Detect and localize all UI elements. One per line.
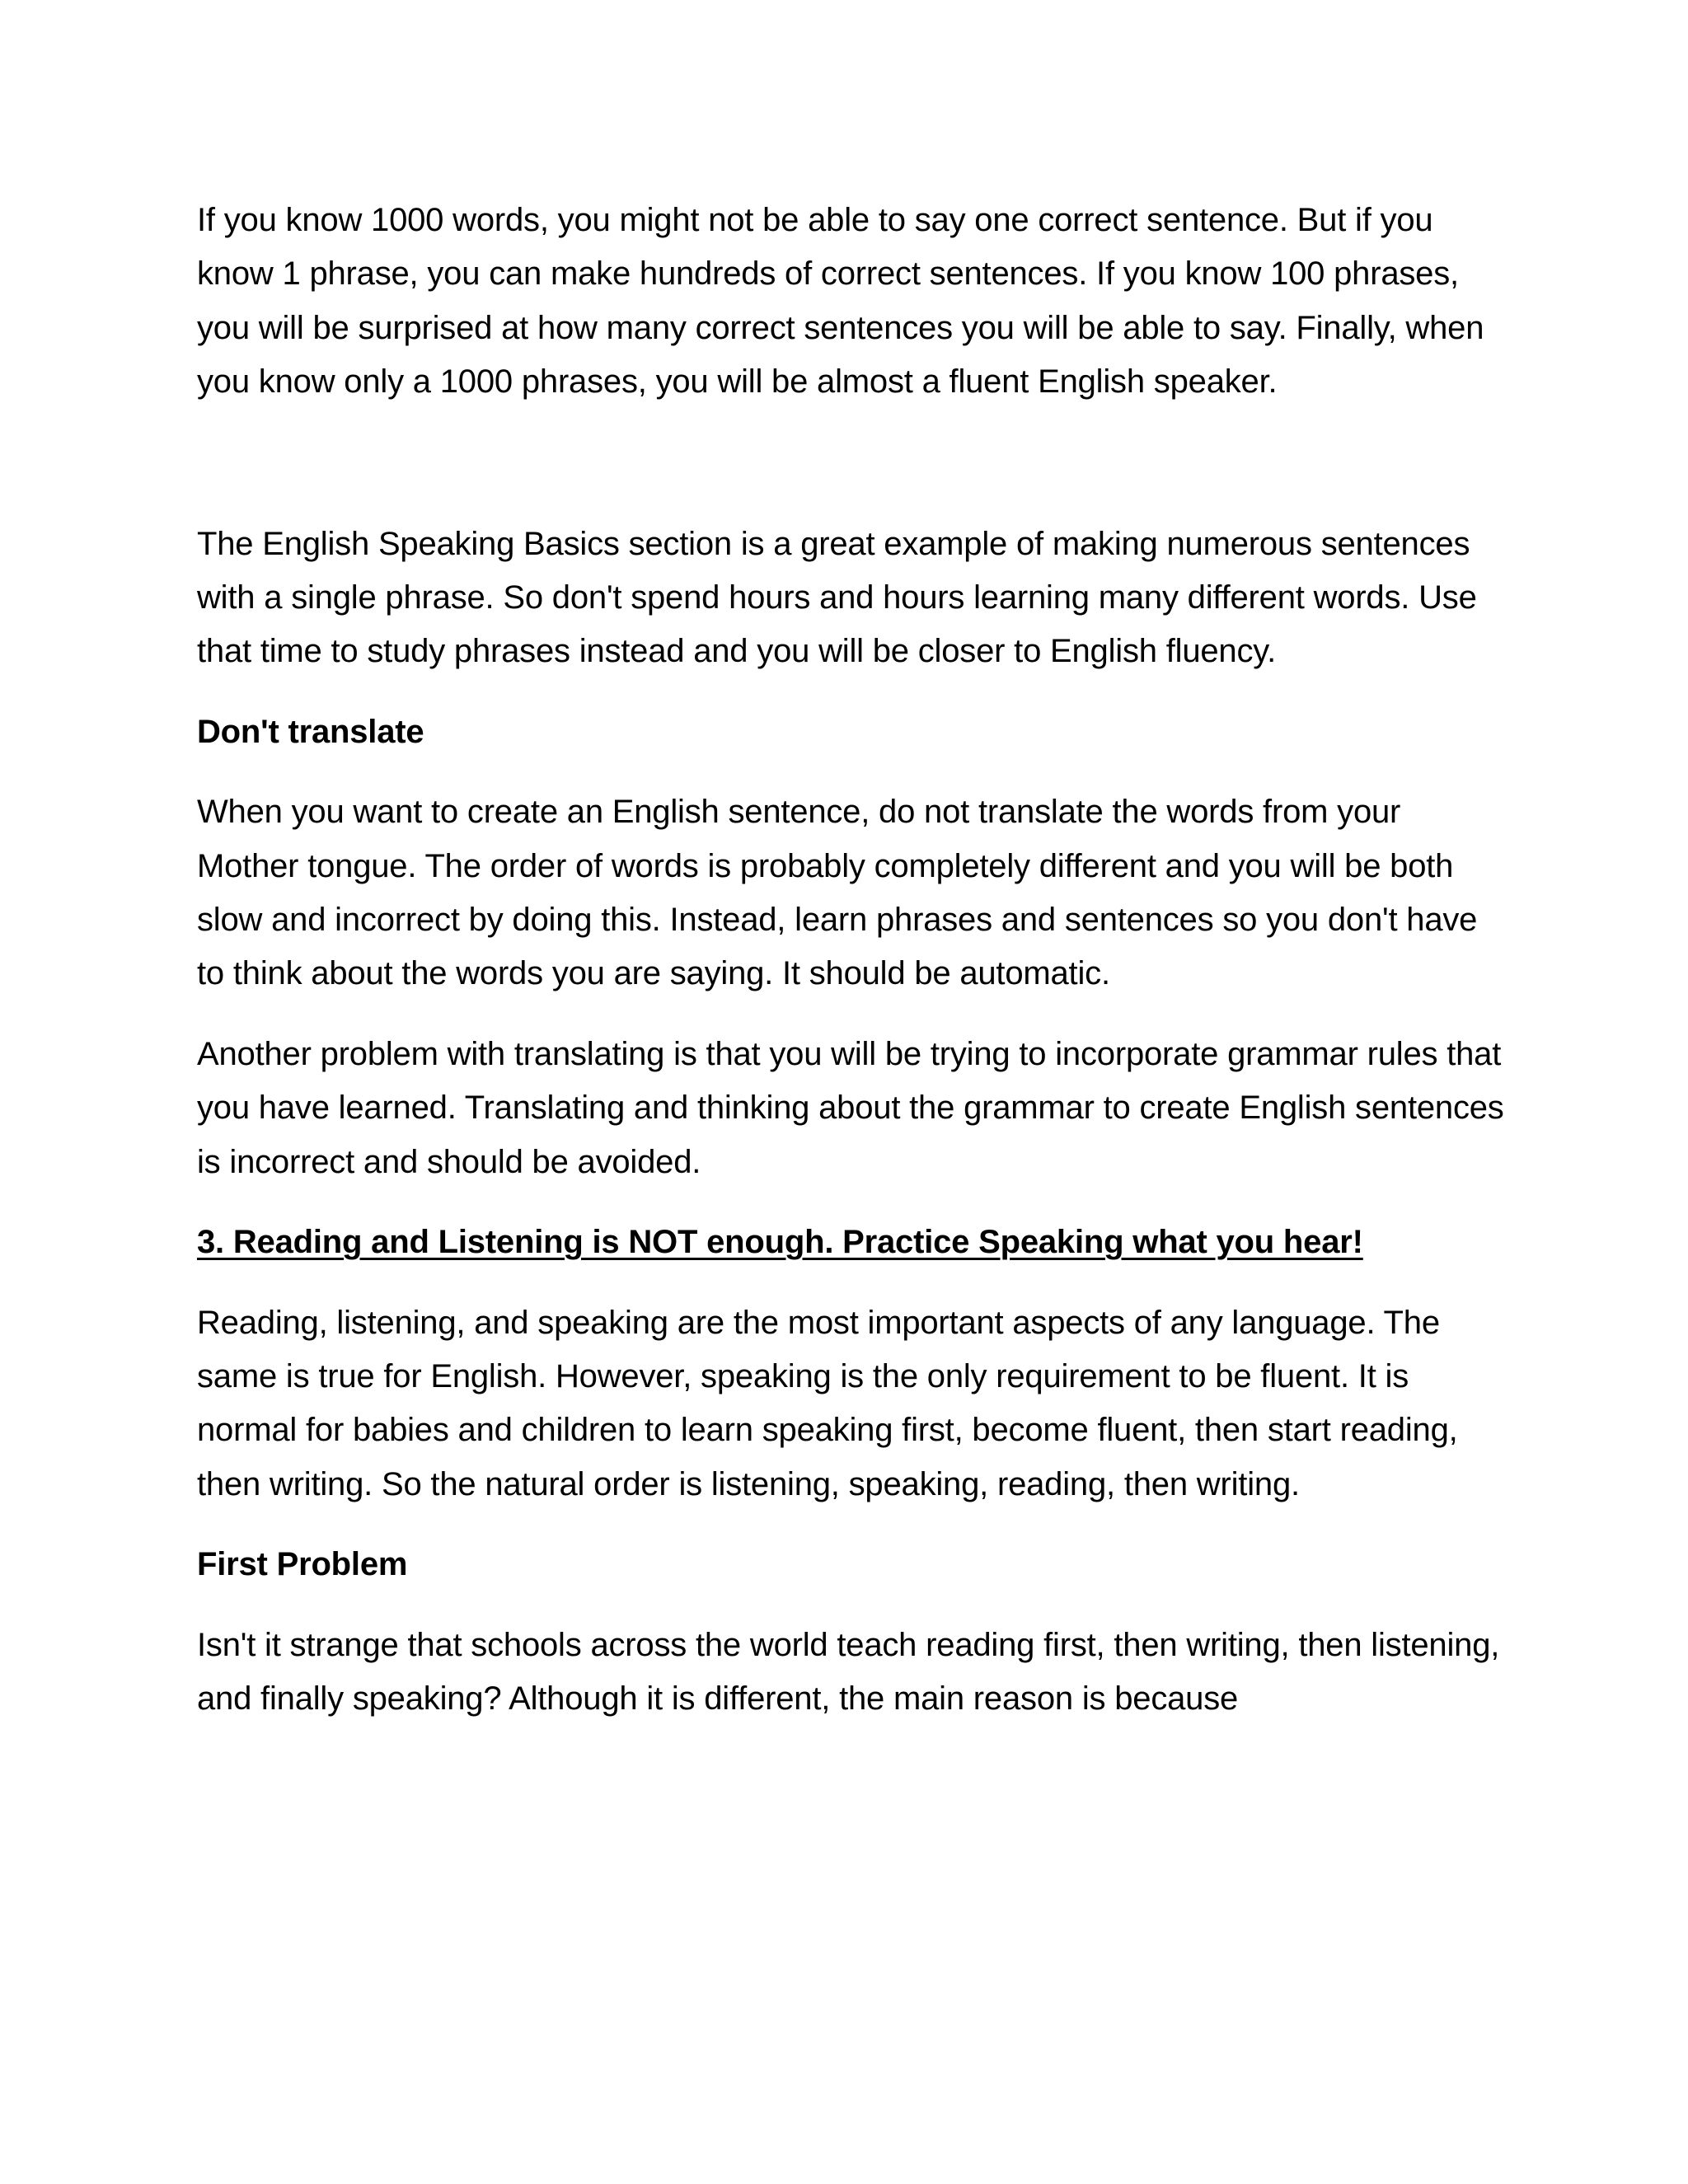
- paragraph-translation-problem: Another problem with translating is that you will be trying to incorporate grammar rules that you have learned. Translating and thinking about the grammar to create English sentences is incorrect and should be avoided.: [197, 1035, 1504, 1180]
- paragraph-phrases-vs-words: If you know 1000 words, you might not be able to say one correct sentence. But if you know 1 phrase, you can make hundreds of correct sentences. If you know 100 phrases, you will be surprised at how many correct sentences you will be able to say. Finally, when you know only a 1000 phrases, you will be almost a fluent English speaker.: [197, 202, 1484, 401]
- heading-dont-translate: Don't translate: [197, 713, 424, 750]
- paragraph-speaking-basics: The English Speaking Basics section is a great example of making numerous sentences with a single phrase. So don't spend hours and hours learning many different words. Use that time to study phrases instead and you will be closer to English fluency.: [197, 525, 1477, 670]
- heading-section-3: 3. Reading and Listening is NOT enough. Practice Speaking what you hear!: [197, 1224, 1363, 1261]
- heading-first-problem: First Problem: [197, 1546, 408, 1583]
- paragraph-schools-order: Isn't it strange that schools across the world teach reading first, then writing, then listening, and finally speaking? Although it is different, the main reason is because: [197, 1626, 1500, 1717]
- paragraph-reading-listening-speaking: Reading, listening, and speaking are the most important aspects of any language. The same is true for English. However, speaking is the only requirement to be fluent. It is normal for babies and children to learn speaking first, become fluent, then start reading, then writing. So the natural order is listening, speaking, reading, then writing.: [197, 1304, 1458, 1502]
- paragraph-dont-translate: When you want to create an English sentence, do not translate the words from your Mother tongue. The order of words is probably completely different and you will be both slow and incorrect by doing this. Instead, learn phrases and sentences so you don't have to think about the words you are saying. It should be automatic.: [197, 794, 1478, 992]
- document-body: [197, 194, 1507, 1726]
